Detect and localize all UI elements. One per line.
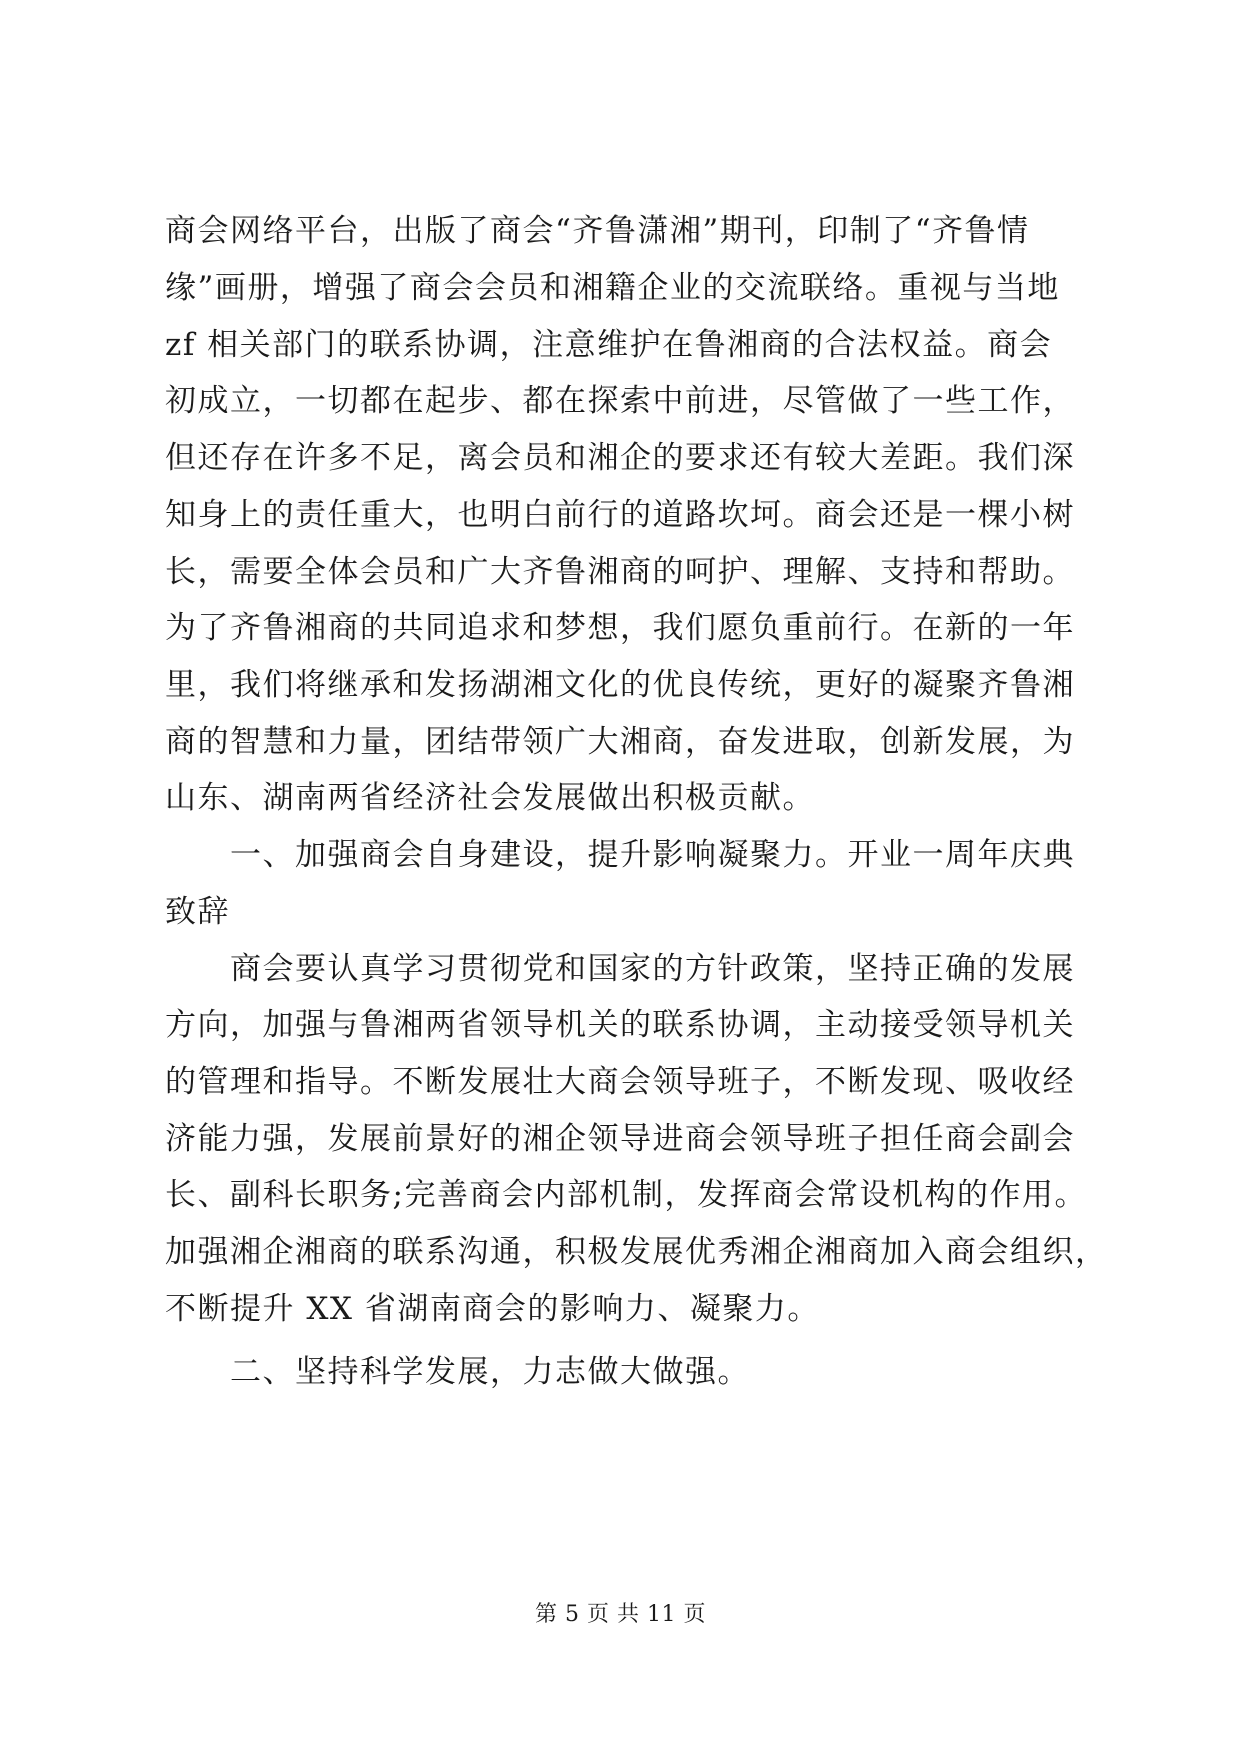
text-line: zf 相关部门的联系协调，注意维护在鲁湘商的合法权益。商会 (165, 327, 1053, 363)
text-line: 济能力强，发展前景好的湘企领导进商会领导班子担任商会副会 (165, 1121, 1075, 1157)
page-number-footer: 第 5 页 共 11 页 (535, 1602, 706, 1627)
text-line: 但还存在许多不足，离会员和湘企的要求还有较大差距。我们深 (165, 440, 1075, 476)
section-heading-2: 二、坚持科学发展，力志做大做强。 (165, 1354, 750, 1390)
text-line: 缘”画册，增强了商会会员和湘籍企业的交流联络。重视与当地 (165, 270, 1060, 306)
paragraph-start: 商会要认真学习贯彻党和国家的方针政策，坚持正确的发展 (165, 951, 1075, 987)
text-line: 长、副科长职务;完善商会内部机制，发挥商会常设机构的作用。 (165, 1177, 1087, 1213)
text-line: 商会网络平台，出版了商会“齐鲁潇湘”期刊，印制了“齐鲁情 (165, 213, 1030, 249)
section-heading-1: 一、加强商会自身建设，提升影响凝聚力。开业一周年庆典 (165, 837, 1075, 873)
text-line: 长，需要全体会员和广大齐鲁湘商的呵护、理解、支持和帮助。 (165, 554, 1075, 590)
text-line: 里，我们将继承和发扬湖湘文化的优良传统，更好的凝聚齐鲁湘 (165, 667, 1075, 703)
text-line: 山东、湖南两省经济社会发展做出积极贡献。 (165, 780, 815, 816)
text-line: 商的智慧和力量，团结带领广大湘商，奋发进取，创新发展，为 (165, 724, 1075, 760)
text-line: 加强湘企湘商的联系沟通，积极发展优秀湘企湘商加入商会组织， (165, 1234, 1108, 1270)
text-line: 的管理和指导。不断发展壮大商会领导班子，不断发现、吸收经 (165, 1064, 1075, 1100)
text-line: 初成立，一切都在起步、都在探索中前进，尽管做了一些工作， (165, 383, 1075, 419)
text-line: 知身上的责任重大，也明白前行的道路坎坷。商会还是一棵小树 (165, 497, 1075, 533)
text-line: 致辞 (165, 894, 230, 930)
text-line: 不断提升 XX 省湖南商会的影响力、凝聚力。 (165, 1291, 820, 1327)
text-line: 为了齐鲁湘商的共同追求和梦想，我们愿负重前行。在新的一年 (165, 610, 1075, 646)
text-line: 方向，加强与鲁湘两省领导机关的联系协调，主动接受领导机关 (165, 1007, 1075, 1043)
